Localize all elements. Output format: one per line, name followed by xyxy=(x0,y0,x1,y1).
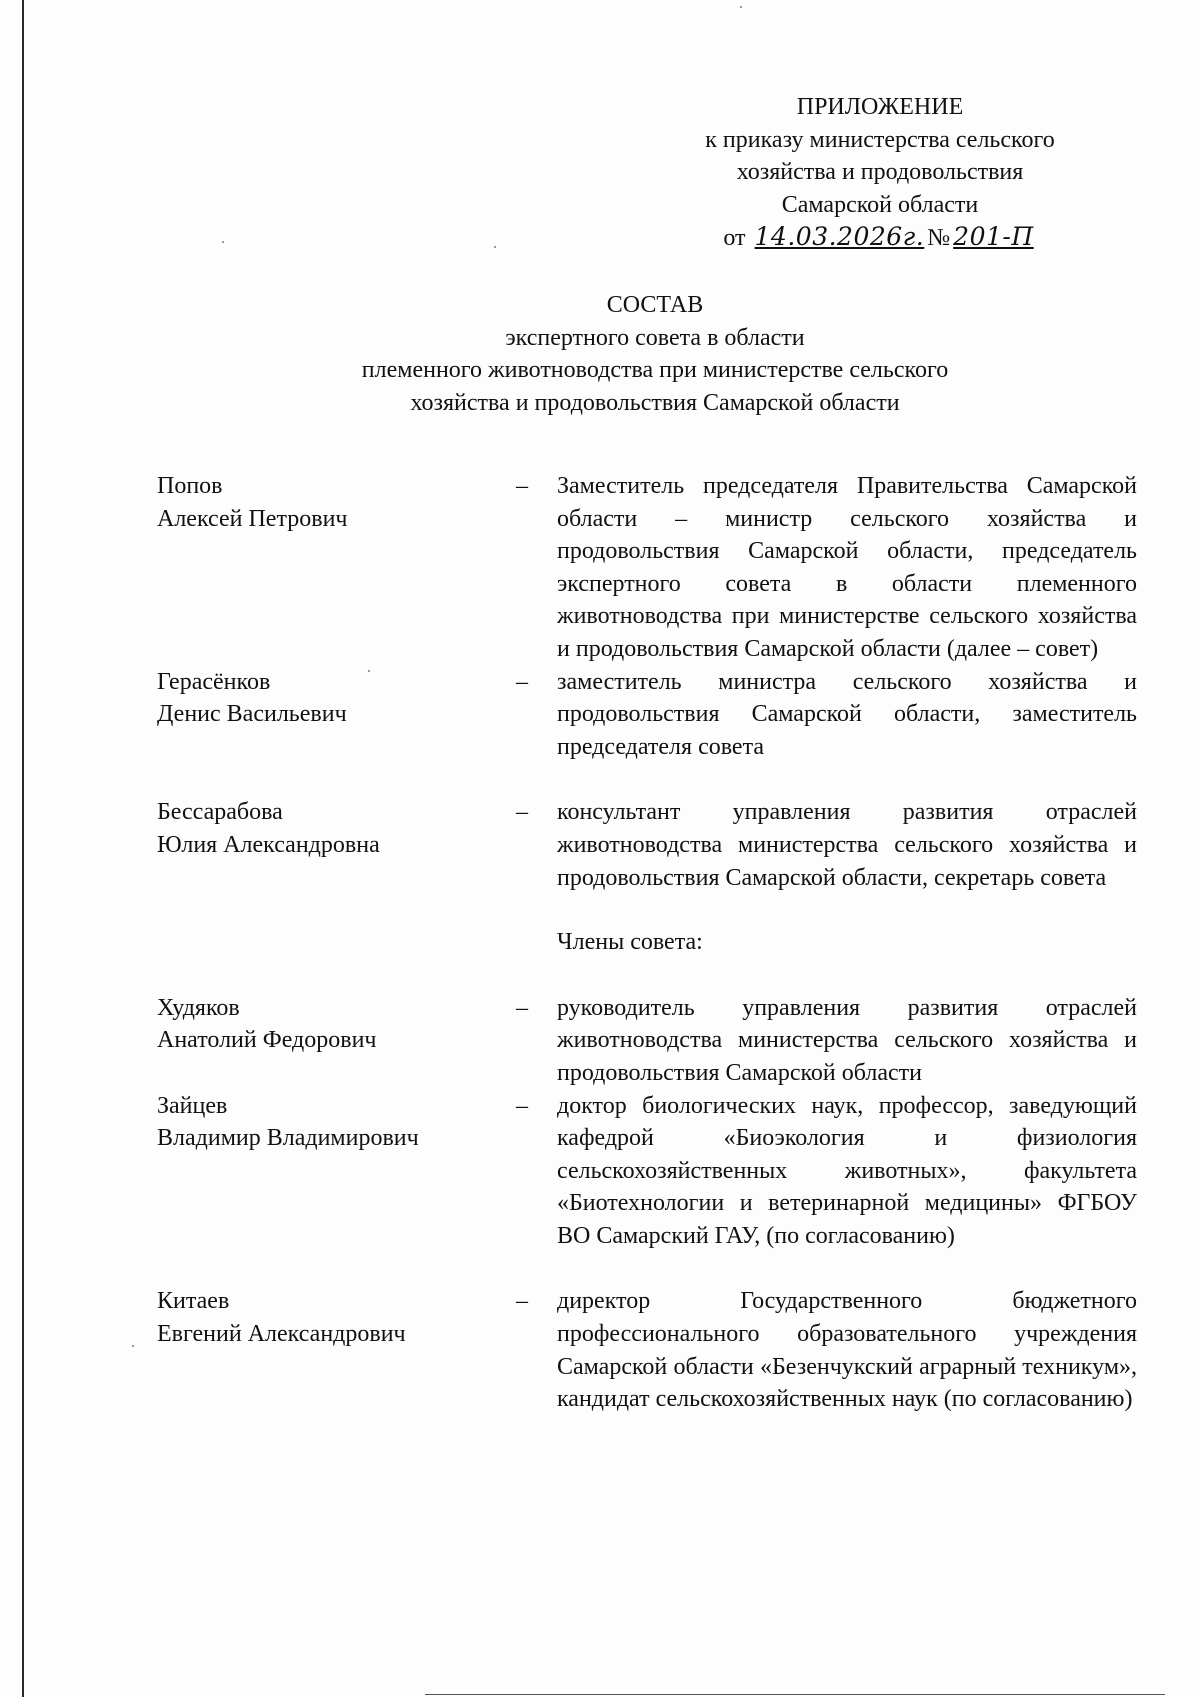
appendix-line: Самарской области xyxy=(781,191,979,218)
member-name xyxy=(157,992,487,1090)
date-prefix: от xyxy=(723,225,746,252)
appendix-header xyxy=(630,91,1130,255)
member-name xyxy=(157,1090,487,1253)
member-given-name: Юлия Александровна xyxy=(157,831,380,858)
dash-separator: – xyxy=(516,668,528,695)
member-name xyxy=(157,666,487,764)
scan-speck xyxy=(222,241,224,243)
member-position: консультант управления развития отраслей животноводства министерства сельского хозяйства и продовольствия Самарской области, секретарь совета xyxy=(557,799,1137,891)
title-line: экспертного совета в области xyxy=(505,324,805,351)
appendix-heading: ПРИЛОЖЕНИЕ xyxy=(796,94,964,120)
council-list xyxy=(157,470,1137,1416)
order-date-line xyxy=(630,221,1130,255)
title-heading: СОСТАВ xyxy=(606,292,704,318)
members-subheading: Члены совета: xyxy=(557,929,703,956)
scan-bottom-edge xyxy=(425,1694,1165,1695)
member-given-name: Евгений Александрович xyxy=(157,1321,406,1348)
member-position: заместитель министра сельского хозяйства и продовольствия Самарской области, заместитель председателя совета xyxy=(557,668,1137,760)
row-spacer xyxy=(157,763,1137,796)
handwritten-date: 14.03.2026г. xyxy=(754,222,925,252)
member-surname: Худяков xyxy=(157,994,240,1021)
member-position: Заместитель председателя Правительства Самарской области – министр сельского хозяйства и продовольствия Самарской области, председатель экспертного совета в области племенного животноводства при министерстве сельского хозяйства и продовольствия Самарской области (далее – совет) xyxy=(557,473,1137,662)
member-row xyxy=(157,1285,1137,1415)
number-prefix: № xyxy=(927,225,951,252)
member-row xyxy=(157,470,1137,666)
member-position: доктор биологических наук, профессор, заведующий кафедрой «Биоэкология и физиология сельскохозяйственных животных», факультета «Биотехнологии и ветеринарной медицины» ФГБОУ ВО Самарский ГАУ, (по согласованию) xyxy=(557,1092,1137,1249)
member-surname: Китаев xyxy=(157,1288,230,1315)
title-line: хозяйства и продовольствия Самарской области xyxy=(410,389,900,416)
member-row xyxy=(157,1090,1137,1253)
member-surname: Бессарабова xyxy=(157,799,283,826)
scan-speck xyxy=(132,1345,134,1347)
member-row xyxy=(157,992,1137,1090)
member-name xyxy=(157,796,487,894)
member-surname: Попов xyxy=(157,473,223,499)
scan-speck xyxy=(740,6,742,8)
member-given-name: Владимир Владимирович xyxy=(157,1125,419,1152)
member-row xyxy=(157,796,1137,894)
dash-separator: – xyxy=(516,799,528,826)
member-position: директор Государственного бюджетного профессионального образовательного учреждения Самарской области «Безенчукский аграрный техникум», кандидат сельскохозяйственных наук (по согласованию) xyxy=(557,1288,1137,1413)
document-title xyxy=(150,289,1160,419)
scan-left-edge xyxy=(22,0,24,1697)
member-given-name: Алексей Петрович xyxy=(157,505,348,532)
member-name xyxy=(157,1285,487,1415)
row-spacer xyxy=(157,1252,1137,1285)
dash-separator: – xyxy=(516,1092,528,1119)
appendix-line: хозяйства и продовольствия xyxy=(736,159,1024,186)
title-line: племенного животноводства при министерстве сельского xyxy=(361,357,949,384)
appendix-line: к приказу министерства сельского xyxy=(705,126,1055,153)
member-given-name: Денис Васильевич xyxy=(157,701,347,728)
dash-separator: – xyxy=(516,994,528,1021)
handwritten-number: 201-П xyxy=(953,222,1034,252)
dash-separator: – xyxy=(516,1288,528,1315)
member-given-name: Анатолий Федорович xyxy=(157,1027,377,1054)
member-row xyxy=(157,666,1137,764)
scan-speck xyxy=(494,246,496,248)
member-name xyxy=(157,470,487,666)
member-surname: Зайцев xyxy=(157,1092,228,1119)
dash-separator: – xyxy=(516,473,528,499)
member-surname: Герасёнков xyxy=(157,668,271,695)
member-position: руководитель управления развития отраслей животноводства министерства сельского хозяйства и продовольствия Самарской области xyxy=(557,994,1137,1086)
